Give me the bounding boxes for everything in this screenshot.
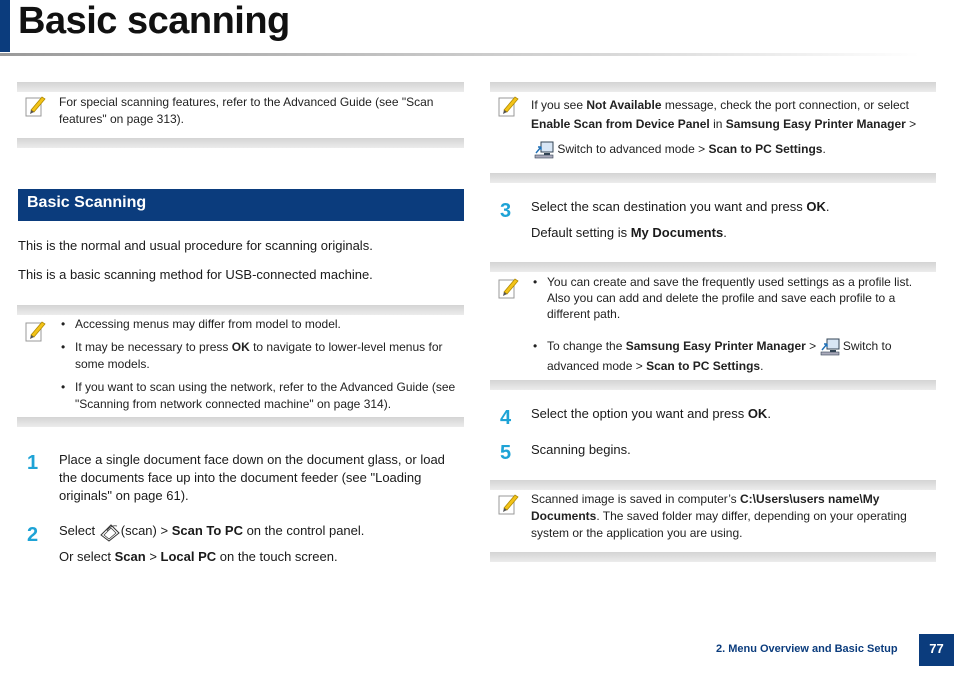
pc-switch-icon <box>534 141 554 159</box>
step-4-text: Select the option you want and press OK. <box>531 406 771 421</box>
note-list-item: • If you want to scan using the network, refer to the Advanced Guide (see "Scanning from network connected machine" on page 314). <box>59 379 459 413</box>
note-top-bar <box>490 480 936 490</box>
intro-paragraph-1: This is the normal and usual procedure for scanning originals. <box>18 238 373 253</box>
section-heading-bar <box>18 189 464 221</box>
note-top-bar <box>490 262 936 272</box>
title-accent-bar <box>0 0 10 52</box>
page-title: Basic scanning <box>18 0 290 42</box>
step-1-text: Place a single document face down on the document glass, or load the documents face up into the document feeder (see "Loading originals" on page 61). <box>59 452 445 503</box>
step-2-text: Select (scan) > Scan To PC on the control panel. <box>59 523 364 538</box>
note-saved-location <box>490 480 936 562</box>
note-bottom-bar <box>490 173 936 183</box>
step-number-5: 5 <box>500 442 512 464</box>
note-top-bar <box>490 82 936 92</box>
note-list-item: • To change the Samsung Easy Printer Manager > Switch to advanced mode > Scan to PC Settings. <box>531 336 935 376</box>
step-3-text: Select the scan destination you want and press OK. <box>531 199 830 214</box>
note-text: For special scanning features, refer to the Advanced Guide (see "Scan features" on page 313). <box>59 95 434 126</box>
step-3-default-text: Default setting is My Documents. <box>531 225 727 240</box>
note-not-available <box>490 82 936 183</box>
note-list-item: • Accessing menus may differ from model to model. <box>59 316 459 333</box>
note-bottom-bar <box>490 552 936 562</box>
intro-paragraph-2: This is a basic scanning method for USB-connected machine. <box>18 267 373 282</box>
note-top-bar <box>17 305 464 315</box>
note-list-item: • You can create and save the frequently used settings as a profile list. Also you can add and delete the profile and save each profile to a different path. <box>531 274 935 322</box>
note-icon <box>498 276 520 300</box>
note-icon <box>498 492 520 516</box>
note-text: If you see Not Available message, check the port connection, or select Enable Scan from Device Panel in Samsung Easy Printer Manager > <box>531 98 917 131</box>
title-divider <box>0 53 920 56</box>
note-icon <box>498 94 520 118</box>
section-title: Basic Scanning <box>27 194 147 211</box>
note-advanced-guide <box>17 82 464 148</box>
note-profiles <box>490 262 936 390</box>
note-list-item: • It may be necessary to press OK to navigate to lower-level menus for some models. <box>59 339 459 373</box>
pc-switch-icon <box>820 338 840 356</box>
step-number-4: 4 <box>500 407 512 429</box>
note-icon <box>25 94 47 118</box>
page-number: 77 <box>919 634 954 666</box>
note-top-bar <box>17 82 464 92</box>
note-bottom-bar <box>490 380 936 390</box>
note-bottom-bar <box>17 417 464 427</box>
step-5-text: Scanning begins. <box>531 442 631 457</box>
switch-advanced-text: Switch to advanced mode > Scan to PC Settings. <box>557 142 826 157</box>
footer-chapter: 2. Menu Overview and Basic Setup <box>716 643 898 655</box>
note-icon <box>25 319 47 343</box>
note-text: Scanned image is saved in computer’s C:\Users\users name\My Documents. The saved folder may differ, depending on your operating system or the application you are using. <box>531 492 907 540</box>
step-number-2: 2 <box>27 524 39 546</box>
note-menu-tips <box>17 305 464 427</box>
scan-icon <box>99 521 121 543</box>
step-2-alt-text: Or select Scan > Local PC on the touch screen. <box>59 549 338 564</box>
step-number-3: 3 <box>500 200 512 222</box>
step-number-1: 1 <box>27 452 39 474</box>
note-bottom-bar <box>17 138 464 148</box>
